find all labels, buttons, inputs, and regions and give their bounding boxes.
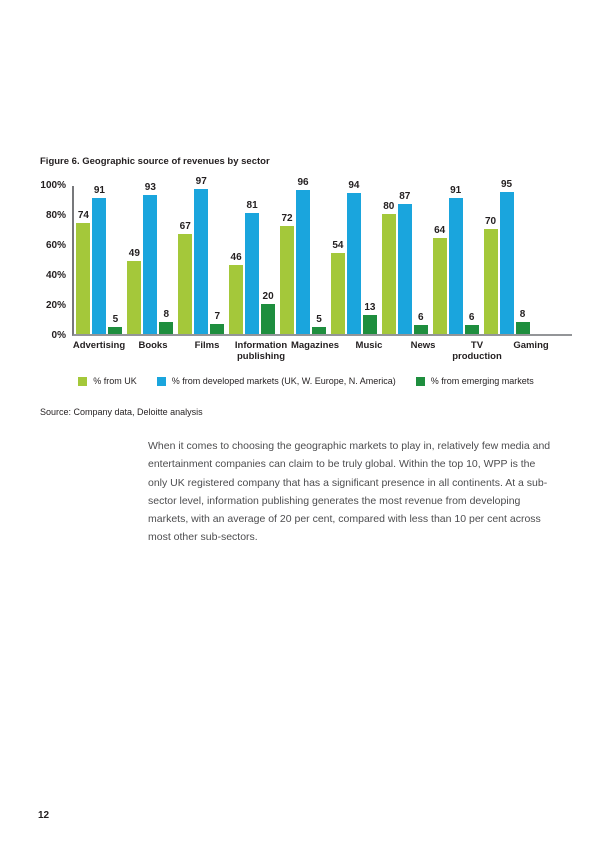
bar — [414, 312, 428, 334]
bar — [178, 220, 192, 335]
bar-group — [430, 186, 481, 334]
x-axis-label-slot — [72, 340, 126, 362]
x-axis-label-slot — [180, 340, 234, 362]
bar — [296, 177, 310, 334]
bar-value-label: 96 — [297, 177, 309, 188]
y-axis-tick: 0% — [51, 330, 66, 341]
bar-value-label: 6 — [468, 312, 475, 323]
x-axis-label-slot — [504, 340, 558, 362]
bar-value-label: 49 — [128, 247, 140, 259]
bar — [210, 310, 224, 335]
bar-value-label: 54 — [332, 240, 344, 251]
x-axis-label-slot — [288, 340, 342, 362]
bar-chart — [40, 175, 572, 386]
bar-value-label: 6 — [418, 312, 424, 323]
y-axis-tick: 20% — [45, 300, 66, 311]
bar-group — [278, 177, 329, 334]
legend-swatch — [157, 377, 166, 386]
bar-value-label: 94 — [348, 180, 360, 191]
source-note: Source: Company data, Deloitte analysis — [40, 407, 203, 417]
bar-group — [74, 186, 125, 334]
bar-value-label: 64 — [434, 225, 446, 236]
bar — [245, 199, 259, 335]
body-paragraph: When it comes to choosing the geographic markets to play in, relatively few media and entertainment companies can claim to be truly global. Within the top 10, WPP is the only UK registered company that has a significant presence in all continents. At a sub-sector level, information publishing generates the most revenue from developing markets, with an average of 20 per cent, compared with less than 10 per cent across most other sub-sectors. — [148, 440, 551, 544]
plot-row — [40, 175, 572, 341]
bar-group — [125, 181, 176, 334]
x-axis-label-slot — [342, 340, 396, 362]
legend-item — [78, 376, 137, 386]
bar-value-label: 8 — [519, 309, 526, 320]
bar — [108, 313, 122, 335]
x-axis-label: Books — [138, 340, 168, 351]
bar — [312, 313, 326, 335]
legend-swatch — [416, 377, 425, 386]
bar-value-label: 95 — [501, 178, 513, 190]
bar-value-label: 20 — [262, 291, 274, 302]
legend-label: % from developed markets (UK, W. Europe, N. America) — [171, 376, 396, 386]
legend-label: % from emerging markets — [430, 376, 534, 386]
bar-value-label: 72 — [281, 213, 293, 224]
bar-group — [379, 186, 430, 334]
bar-value-label: 74 — [77, 210, 89, 221]
bar-group — [481, 178, 532, 334]
x-axis-label: TV production — [452, 340, 502, 362]
legend-label: % from UK — [93, 376, 137, 386]
y-axis-tick: 100% — [40, 180, 66, 191]
legend-item — [416, 376, 534, 386]
y-axis-tick: 80% — [45, 210, 66, 221]
page-number: 12 — [38, 810, 50, 821]
x-axis-label-slot — [396, 340, 450, 362]
x-axis-label: Gaming — [513, 340, 549, 351]
bar-value-label: 7 — [214, 310, 220, 322]
x-axis-label: Music — [355, 340, 383, 351]
bar-group — [328, 180, 379, 334]
y-axis-tick: 60% — [45, 240, 66, 251]
bar-value-label: 46 — [230, 252, 242, 263]
y-axis — [40, 180, 72, 341]
figure-title: Figure 6. Geographic source of revenues by sector — [40, 156, 270, 167]
x-axis-label-slot — [126, 340, 180, 362]
bar — [465, 312, 479, 334]
bar — [280, 213, 294, 334]
x-axis-label: Films — [194, 340, 220, 351]
bar — [229, 252, 243, 334]
bar — [159, 309, 173, 334]
x-axis-label: Advertising — [72, 340, 126, 351]
bar-value-label: 5 — [316, 313, 322, 325]
bar — [127, 247, 141, 335]
bar-value-label: 67 — [179, 220, 191, 232]
bar-value-label: 8 — [163, 309, 170, 320]
legend — [40, 376, 572, 386]
plot-area — [72, 175, 572, 336]
x-axis-labels — [72, 340, 572, 362]
legend-swatch — [78, 377, 87, 386]
bar-group — [227, 186, 278, 334]
bar — [433, 225, 447, 334]
bar — [516, 309, 530, 334]
x-axis-label-slot — [234, 340, 288, 362]
bar-value-label: 81 — [246, 199, 258, 211]
bar — [363, 301, 377, 335]
y-axis-tick: 40% — [45, 270, 66, 281]
bar-value-label: 91 — [450, 184, 462, 196]
bar-value-label: 93 — [144, 181, 156, 193]
bar-group — [176, 175, 227, 334]
bar-value-label: 5 — [112, 313, 119, 325]
x-axis-label: Information publishing — [234, 340, 288, 362]
bar — [76, 210, 90, 334]
bar — [382, 201, 396, 334]
x-axis-label: News — [410, 340, 436, 351]
legend-item — [157, 376, 396, 386]
x-axis-label: Magazines — [290, 340, 340, 351]
bar — [484, 216, 498, 334]
bar-value-label: 70 — [485, 216, 497, 227]
bar-value-label: 91 — [93, 184, 105, 196]
bar-value-label: 13 — [364, 301, 376, 313]
bar — [261, 291, 275, 334]
bar-value-label: 80 — [383, 201, 395, 212]
bar — [331, 240, 345, 334]
bar-value-label: 97 — [195, 175, 207, 187]
bar-value-label: 87 — [399, 190, 411, 202]
x-axis-label-slot — [450, 340, 504, 362]
